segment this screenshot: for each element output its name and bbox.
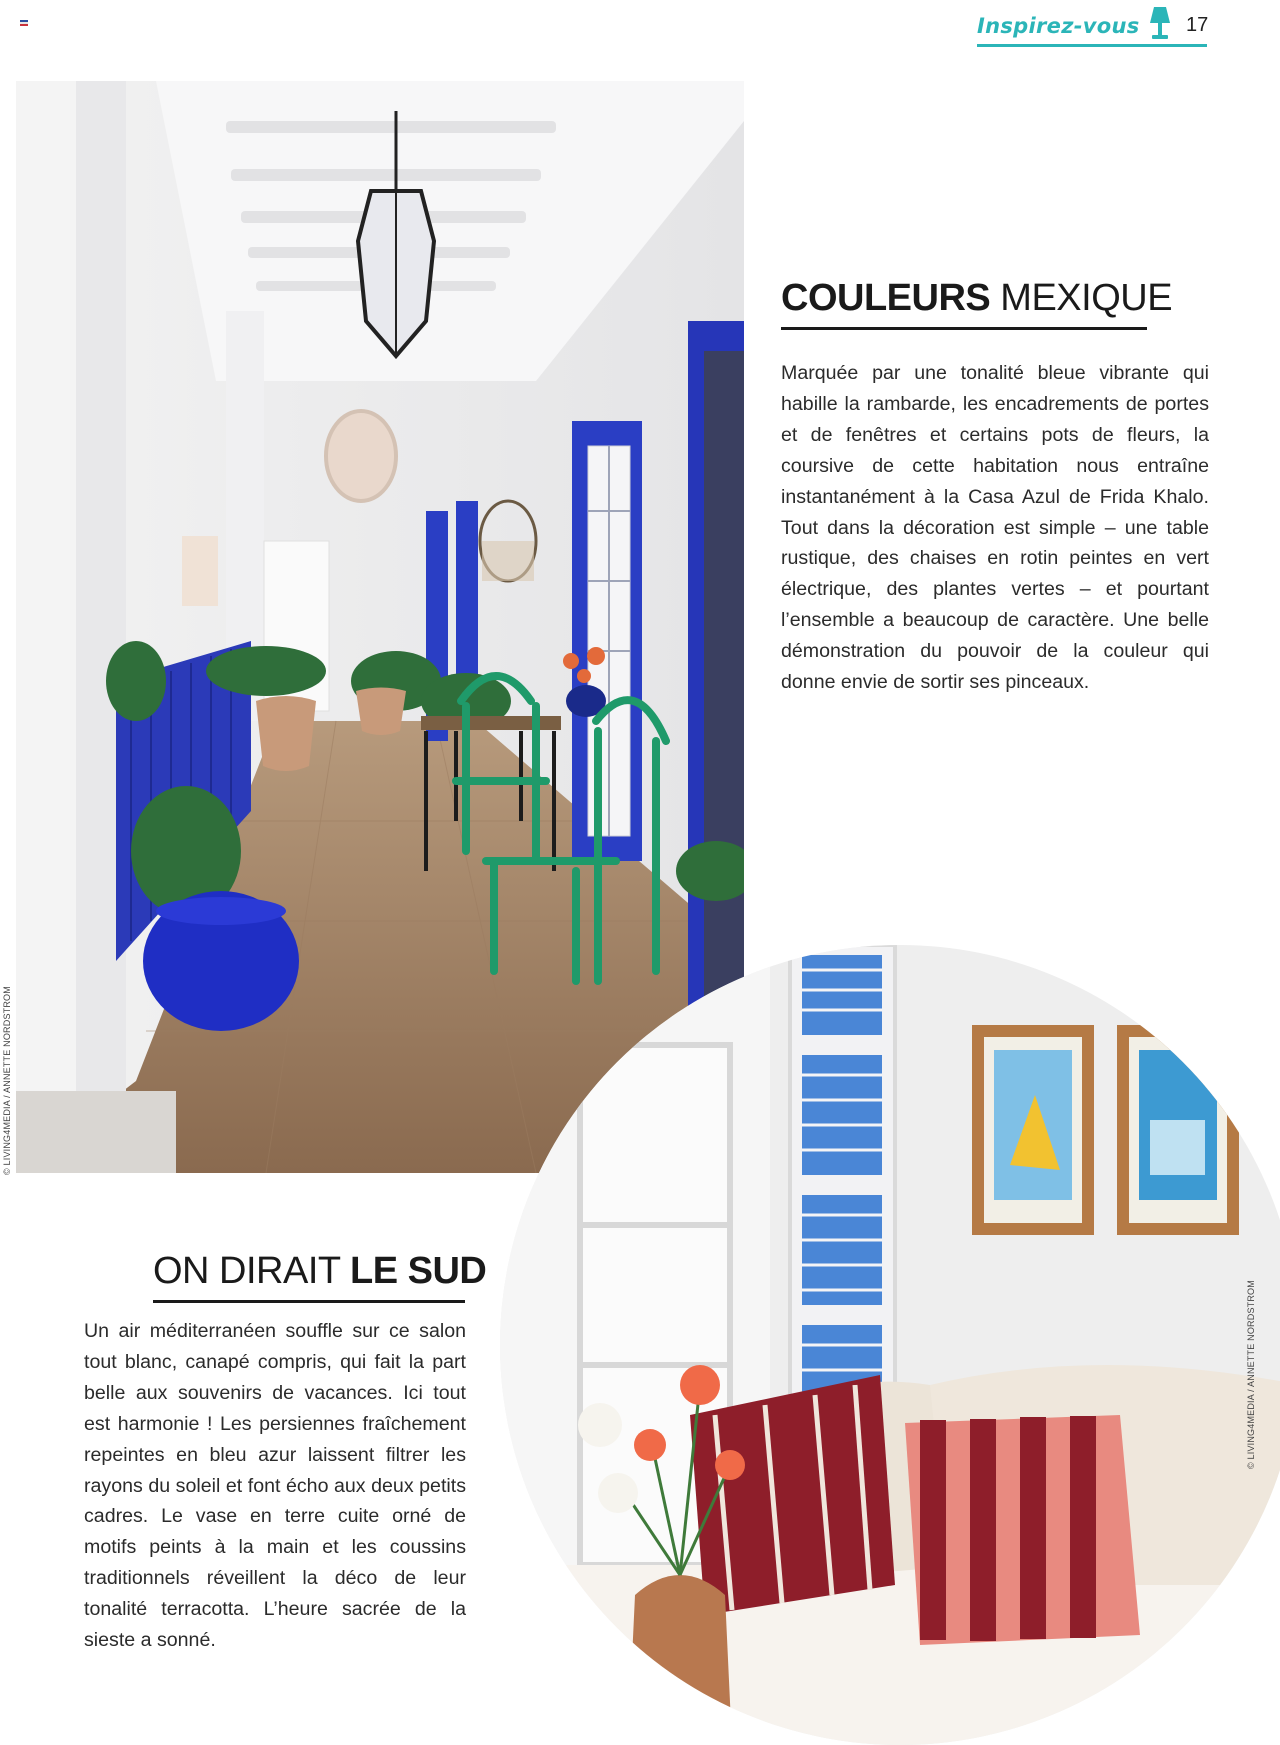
title-underline xyxy=(153,1300,465,1303)
section-label: Inspirez-vous xyxy=(977,14,1140,38)
article-body: Un air méditerranéen souffle sur ce salon tout blanc, canapé compris, qui fait la part belle aux souvenirs de vacances. Ici tout est harmonie ! Les persiennes fraîchement repeintes en bleu azur laissent filtrer les rayons du soleil et font écho aux deux petits cadres. Le vase en terre cuite orné de motifs peints à la main et les coussins traditionnels réveillent la déco de leur tonalité terracotta. L’heure sacrée de la sieste a sonné. xyxy=(84,1320,466,1652)
title-regular: ON DIRAIT xyxy=(153,1250,350,1292)
flag-icon xyxy=(20,20,28,26)
photo-credit: © LIVING4MEDIA / ANNETTE NORDSTROM xyxy=(2,986,12,1175)
section-tag xyxy=(977,6,1207,46)
section-underline xyxy=(977,44,1207,47)
photo-credit: © LIVING4MEDIA / ANNETTE NORDSTROM xyxy=(1246,1280,1256,1469)
living-room-photo xyxy=(500,945,1280,1745)
article-title xyxy=(781,277,1172,320)
title-regular: MEXIQUE xyxy=(990,277,1173,319)
article-body: Marquée par une tonalité bleue vibrante qui habille la rambarde, les encadrements de portes et de fenêtres et certains pots de fleurs, la coursive de cette habitation nous entraîne instantanément à la Casa Azul de Frida Khalo. Tout dans la décoration est simple – une table rustique, des chaises en rotin peintes en vert électrique, des plantes vertes – et pourtant l’ensemble a beaucoup de caractère. Une belle démonstration du pouvoir de la couleur qui donne envie de sortir ses pinceaux. xyxy=(781,362,1209,694)
lamp-icon xyxy=(1148,6,1172,42)
title-bold: LE SUD xyxy=(350,1250,487,1292)
balcony-photo xyxy=(16,81,744,1173)
title-bold: COULEURS xyxy=(781,277,991,319)
article-title xyxy=(153,1250,486,1293)
title-underline xyxy=(781,327,1147,330)
page-number: 17 xyxy=(1186,14,1209,36)
